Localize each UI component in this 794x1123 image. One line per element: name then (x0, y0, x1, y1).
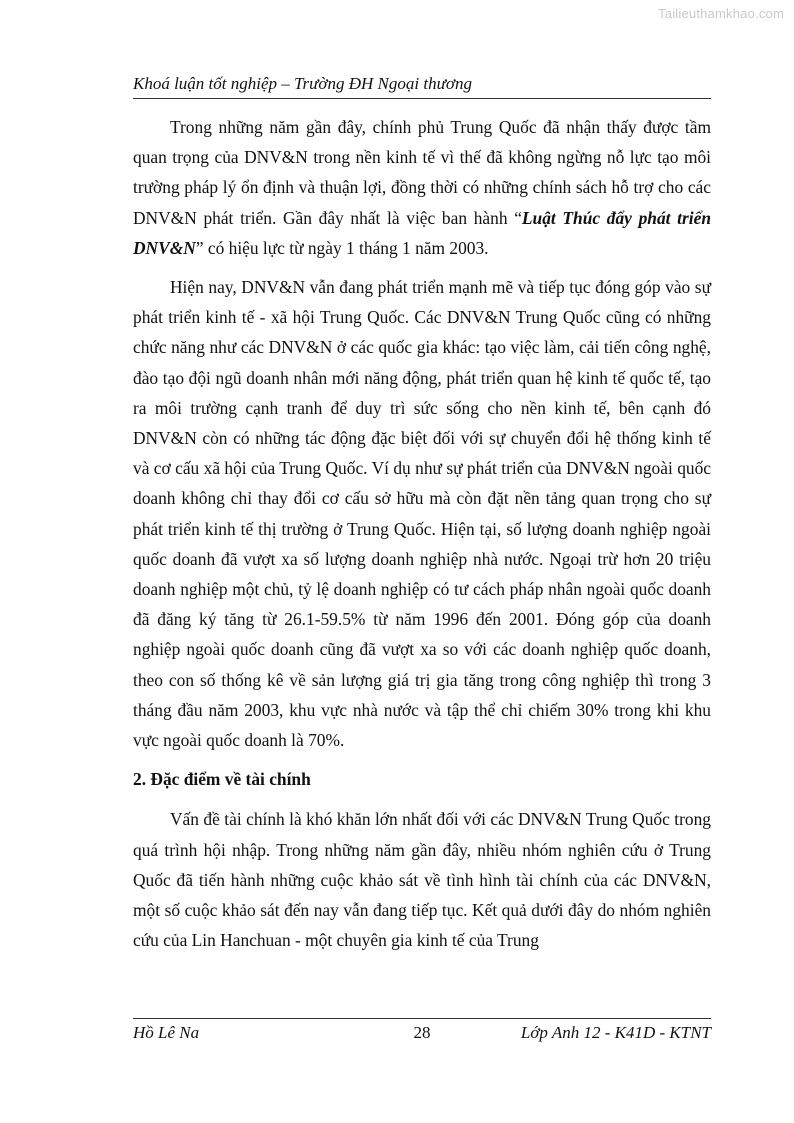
footer-author: Hồ Lê Na (133, 1023, 200, 1042)
page-number: 28 (413, 1023, 431, 1042)
document-body (133, 112, 711, 955)
section-heading: 2. Đặc điểm về tài chính (133, 769, 311, 790)
page-header: Khoá luận tốt nghiệp – Trường ĐH Ngoại thương (133, 74, 711, 99)
page-footer (133, 1018, 711, 1043)
law-title-emphasis: Luật Thúc đẩy phát triển DNV&N (133, 207, 711, 258)
paragraph-1-text-after: ” có hiệu lực từ ngày 1 tháng 1 năm 2003. (195, 237, 489, 258)
paragraph-1-text-before: Trong những năm gần đây, chính phủ Trung Quốc đã nhận thấy được tầm quan trọng của DNV&N trong nền kinh tế vì thế đã không ngừng nỗ lực tạo môi trường pháp lý ổn định và thuận lợi, đồng thời có những chính sách hỗ trợ cho các DNV&N phát triển. Gần đây nhất là việc ban hành “ (133, 117, 711, 228)
paragraph-3: Vấn đề tài chính là khó khăn lớn nhất đối với các DNV&N Trung Quốc trong quá trình hội nhập. Trong những năm gần đây, nhiều nhóm nghiên cứu ở Trung Quốc đã tiến hành những cuộc khảo sát về tình hình tài chính của các DNV&N, một số cuộc khảo sát đến nay vẫn đang tiếp tục. Kết quả dưới đây do nhóm nghiên cứu của Lin Hanchuan - một chuyên gia kinh tế của Trung (133, 809, 711, 951)
paragraph-2: Hiện nay, DNV&N vẫn đang phát triển mạnh mẽ và tiếp tục đóng góp vào sự phát triển kinh tế - xã hội Trung Quốc. Các DNV&N Trung Quốc cũng có những chức năng như các DNV&N ở các quốc gia khác: tạo việc làm, cải tiến công nghệ, đào tạo đội ngũ doanh nhân mới năng động, phát triển quan hệ kinh tế quốc tế, tạo ra môi trường cạnh tranh để duy trì sức sống cho nền kinh tế, bên cạnh đó DNV&N còn có những tác động đặc biệt đối với sự chuyển đổi hệ thống kinh tế và cơ cấu xã hội của Trung Quốc. Ví dụ như sự phát triển của DNV&N ngoài quốc doanh không chỉ thay đổi cơ cấu sở hữu mà còn đặt nền tảng quan trọng cho sự phát triển kinh tế thị trường ở Trung Quốc. Hiện tại, số lượng doanh nghiệp ngoài quốc doanh đã vượt xa số lượng doanh nghiệp nhà nước. Ngoại trừ hơn 20 triệu doanh nghiệp một chủ, tỷ lệ doanh nghiệp có tư cách pháp nhân ngoài quốc doanh đã đăng ký tăng từ 26.1-59.5% từ năm 1996 đến 2001. Đóng góp của doanh nghiệp ngoài quốc doanh cũng đã vượt xa so với các doanh nghiệp quốc doanh, theo con số thống kê về sản lượng giá trị gia tăng trong công nghiệp thì trong 3 tháng đầu năm 2003, khu vực nhà nước và tập thể chỉ chiếm 30% trong khi khu vực ngoài quốc doanh là 70%. (133, 277, 711, 751)
footer-class: Lớp Anh 12 - K41D - KTNT (520, 1023, 711, 1042)
watermark: Tailieuthamkhao.com (658, 6, 784, 21)
paragraph-1 (133, 112, 711, 263)
